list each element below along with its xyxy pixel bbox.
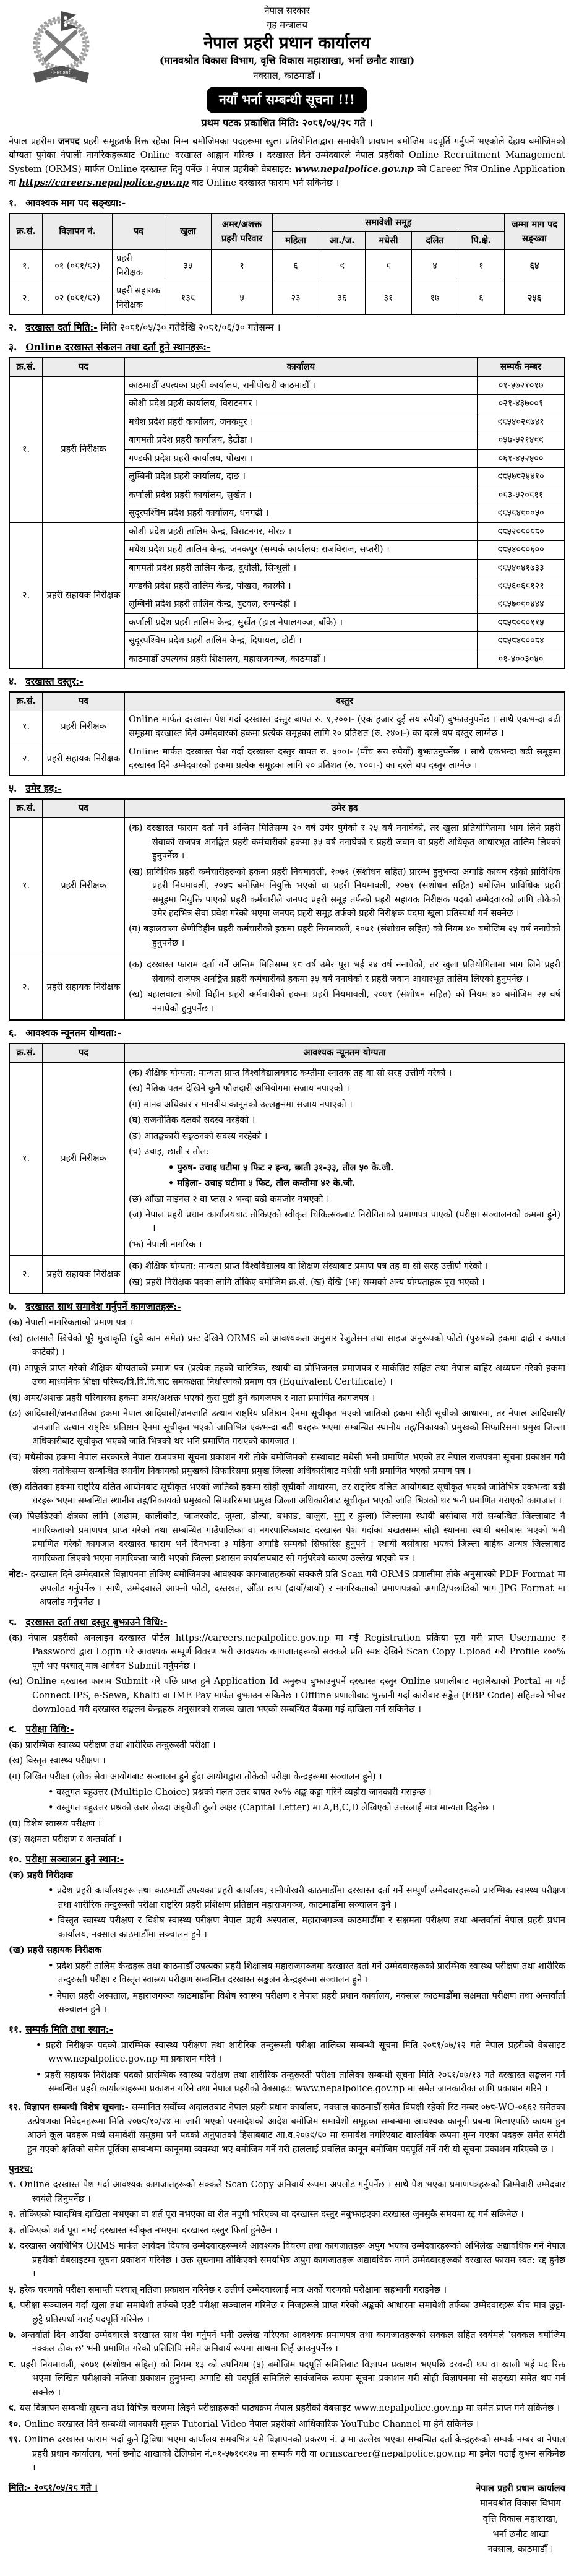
cell-office: सुदूरपश्चिम प्रदेश प्रहरी तालिम केन्द्र, दिपायल, डोटी । — [125, 632, 478, 650]
center-row — [9, 522, 565, 540]
col-backward-area: पि.क्षे. — [458, 232, 505, 250]
cell-sn: २. — [9, 743, 43, 775]
qual-item: (ख) प्रहरी निरीक्षक पदका लागि तोकिए बमोजिम क्र.सं. (ख) देखि (झ) सम्मको अन्य योग्यताहरू पूरा भएको । — [129, 1277, 485, 1287]
cell-age-items — [125, 954, 565, 1020]
contact-date-bullet: • प्रहरी निरीक्षक पदको प्रारम्भिक स्वास्थ्य परीक्षण तथा शारीरिक तन्दुरूस्ती परीक्षा तालिका सम्बन्धी सूचना मिति २०८१/०७/१२ गते नेपाल प्रहरीको वेबसाइट www.nepalpolice.gov.np मा प्रकाशन गरिने । — [36, 2040, 565, 2065]
cell-office: लुम्बिनी प्रदेश प्रहरी तालिम केन्द्र, बुटवल, रूपन्देही । — [125, 595, 478, 613]
contact-date-bullet: • प्रहरी सहायक निरीक्षक पदको प्रारम्भिक स्वास्थ्य परीक्षण तथा शारीरिक तन्दुरूस्ती परीक्षा तालिका सम्बन्धी सूचना मिति २०८१/०७/१३ गते दरखास्त सङ्कलन गर्ने सम्बन्धित प्रहरी कार्यालयहरूमा प्रकाशन गरिने तथा नेपाल प्रहरीको वेबसाइट: www.nepalpolice.gov.np मा समेत जानकारीका लागि प्रकाशन गरिने । — [36, 2070, 565, 2094]
ministry-name: गृह मन्त्रालय — [266, 19, 308, 31]
cell-female: २३ — [273, 282, 319, 314]
cell-post: प्रहरी सहायक निरीक्षक — [43, 1256, 125, 1294]
footer-date: मिति:- २०८१/०५/२८ गते । — [9, 2482, 98, 2493]
punashcha-item — [9, 2328, 565, 2356]
website-link[interactable]: www.nepalpolice.gov.np — [294, 163, 414, 175]
document-item: (छ) दलितका हकमा राष्ट्रिय दलित आयोगबाट सूचीकृत भएको जातिको हकमा सोही सूचीको आधारमा, तर राष्ट्रिय दलित आयोगबाट सूचीकृत भएको जातिभित्र एकभन्दा बढी थरहरू भएमा सम्बन्धित स्थानीय तह/निकायको प्रमुखको सिफारिसमा प्रमुख जिल्ला अधिकारीबाट सूचीकृत भएको जाति भित्रको थर भनी प्रमाणित गराएको कागजात । — [9, 1482, 565, 1506]
qual-item: (ख) नैतिक पतन देखिने कुनै फौजदारी अभियोगमा सजाय नपाएको । — [129, 1084, 349, 1094]
cell-office: सुदूरपश्चिम प्रदेश प्रहरी कार्यालय, धनगढी । — [125, 504, 478, 522]
cell-post: प्रहरी सहायक निरीक्षक — [43, 954, 125, 1020]
punashcha-item-number: २. — [9, 2209, 20, 2220]
col-qualification: आवश्यक न्यूनतम योग्यता — [125, 1044, 565, 1062]
punashcha-item — [9, 2358, 565, 2400]
demand-row — [9, 282, 565, 314]
cell-age-items — [125, 818, 565, 954]
cell-phone: ०६१-४५२५०० — [478, 449, 565, 467]
punashcha-item-text: Online दरखास्त फाराम भर्दा कुनै द्विविधा भएमा कार्यालय समयभित्र यसै विज्ञापनको प्रकरण नं. ३ मा उल्लेख भएका सम्बन्धित दर्ता केन्द्रहरूको सम्पर्क नम्बर वा नेपाल प्रहरी प्रधान कार्यालय, भर्ना छनौट शाखाको टेलिफोन नं.०१-५७१९९२७ मा सम्पर्क गरी वा ormscareer@nepalpolice.gov.np मा इमेल पठाई बुझ्न सकिनेछ । — [24, 2435, 565, 2473]
cell-post: प्रहरी निरीक्षक — [43, 818, 125, 954]
cell-office: गण्डकी प्रदेश प्रहरी कार्यालय, पोखरा । — [125, 449, 478, 467]
documents-note: नोट:- दरखास्त दिने उम्मेदवारले विज्ञापनमा तोकिए बमोजिमका आवश्यक कागजातहरूको सक्कलै प्रति Scan गरी ORMS प्रणालीमा तोके अनुसारको PDF Format मा अपलोड गर्नुपर्नेछ । साथै, उम्मेदवारले आफ्नो फोटो, दस्तखत, औँठा छाप (दायाँ/बायाँ) र नागरिकताको प्रमाणपत्रको अगाडि/पछाडिको भाग JPG Format मा अपलोड गर्नुपर्नेछ । — [9, 1569, 565, 1608]
qual-item: (क) शैक्षिक योग्यता: मान्यता प्राप्त विश्वविद्यालयबाट कम्तीमा स्नातक तह वा सो सरह उत्तीर्ण गरेको । — [129, 1068, 452, 1078]
cell-family: १ — [212, 250, 273, 282]
col-dalit: दलित — [412, 232, 458, 250]
signature-line: नेपाल प्रहरी प्रधान कार्यालय — [476, 2483, 565, 2494]
col-total: जम्मा माग पद सङ्ख्या — [505, 214, 565, 250]
cell-sn: १. — [9, 818, 43, 954]
cell-phone: ९८५८४९००५० — [478, 504, 565, 522]
demand-row — [9, 250, 565, 282]
punashcha-item-text: अन्तर्वार्ता दिन आउँदा उम्मेदवारले दरखास्त साथ पेश गर्नुपर्ने भनी उल्लेख गरिएका आवश्यक प्रमाणपत्र तथा कागजातहरूको सक्कल सहित स्वयंमले 'सक्कल बमोजिम नक्कल ठीक छ' भनी प्रमाणित गरेको प्रतिलिपि समेत अनिवार्य रूपमा साथमा लिई आउनुपर्नेछ । — [20, 2330, 565, 2354]
cell-office: मधेश प्रदेश प्रहरी तालिम केन्द्र, जनकपुर (सम्पर्क कार्यालय: राजविराज, सप्तरी) । — [125, 541, 478, 559]
cell-madhesi: ८ — [366, 250, 412, 282]
cell-sn: १. — [9, 711, 43, 743]
svg-text:सत्य सेवा सुरक्षणम्: सत्य सेवा सुरक्षणम् — [46, 77, 76, 82]
svg-text:नेपाल प्रहरी: नेपाल प्रहरी — [51, 69, 72, 75]
janpad-bold: जनपद — [58, 136, 80, 147]
qual-item: (छ) आँखा माइनस २ वा प्लस २ भन्दा बढी कमजोर नभएको । — [129, 1194, 330, 1204]
cell-fee-text: Online मार्फत दरखास्त पेश गर्दा दरखास्त दस्तुर बापत रु. १,२००।- (एक हजार दुई सय रुपैयाँ) बुझाउनुपर्नेछ । साथै एकभन्दा बढी समूहमा दरखास्त दिने उम्मेदवारको हकमा प्रत्येक समूहका लागि २० प्रतिशत (रु. २४०।-) का दरले थप दस्तुर लाग्नेछ । — [125, 711, 565, 743]
col-female: महिला — [273, 232, 319, 250]
cell-office: कोशी प्रदेश प्रहरी तालिम केन्द्र, विराटनगर, मोरङ । — [125, 522, 478, 540]
col-ad-no: विज्ञापन नं. — [43, 214, 113, 250]
cell-phone: ०८३-५२०८११ — [478, 486, 565, 504]
punashcha-item-number: ९. — [9, 2403, 20, 2414]
cell-post: प्रहरी सहायक निरीक्षक — [43, 743, 125, 775]
cell-office: कर्णाली प्रदेश प्रहरी कार्यालय, सुर्खेत । — [125, 486, 478, 504]
contact-date-list — [9, 2039, 565, 2096]
punashcha-item-number: ७. — [9, 2330, 21, 2341]
document-item: (च) मधेसीका हकमा नेपाल सरकारले नेपाल राजपत्रमा सूचना प्रकाशन गरी तोके बमोजिमको संस्थाबाट मधेसी भनी प्रमाणित भएको तर नेपाल राजपत्रमा सूचना प्रकाशन गरी संस्था नतोकेसम्म सम्बन्धित स्थानीय निकायको प्रमुखको सिफारिसमा प्रमुख जिल्ला अधिकारीबाट मधेसी भनी प्रमाणित भएको प्रमाण पत्र । — [9, 1452, 565, 1477]
punashcha-item — [9, 2178, 565, 2206]
signature-line: भर्ना छनौट शाखा — [492, 2529, 549, 2539]
col-age-limit: उमेर हद — [125, 799, 565, 818]
punashcha-item — [9, 2433, 565, 2474]
cell-phone: ९८५४०९०६०० — [478, 541, 565, 559]
section-8-heading: ८. दरखास्त दर्ता तथा दस्तुर बुझाउने विधि:- — [9, 1615, 168, 1628]
punashcha-item — [9, 2283, 565, 2297]
cell-office: कर्णाली प्रदेश प्रहरी तालिम केन्द्र, सुर्खेत (हाल नेपालगञ्ज, बाँके) । — [125, 613, 478, 631]
cell-phone: ९८५२०९०९८० — [478, 522, 565, 540]
cell-open: ३५ — [165, 250, 212, 282]
document-item: (ज) पिछडिएको क्षेत्रका लागि (अछाम, कालीकोट, जाजरकोट, जुम्ला, डोल्पा, बझाङ, बाजुरा, मुगु र हुम्ला) जिल्लामा स्थायी बसोबास गरी सम्बन्धित जिल्लाबाट नै नागरिकताको प्रमाणपत्र प्राप्त गरेको तथा सम्बन्धित गाउँपालिका वा नगरपालिकाबाट दरखास्त पेश गर्दाका बखतसम्म सोही स्थानमा स्थायी बसोबास भएको भनी प्रमाणित गरेको कागजात दरखास्त फाराम भर्ने दिनभन्दा ३ महिना अगाडि सम्मको सिफारिस हुनुपर्ने । स्थायी बसोबास भएको जिल्ला बाहेक अन्यत्र जिल्लाबाट नागरिकता लिएको भएमा नागरिकता जारी भएको जिल्ला प्रशासन कार्यालयबाट सो गर्नुपरेको कारण उल्लेख भएको पत्र । — [9, 1511, 565, 1563]
cell-post: प्रहरी निरीक्षक — [113, 250, 165, 282]
age-item: (क) दरखास्त फाराम दर्ता गर्ने अन्तिम मितिसम्म १८ वर्ष उमेर पूरा भई २४ वर्ष ननाघेको, तर खुला प्रतियोगितामा भाग लिने प्रहरी सेवाको राजपत्र अनङ्कित प्रहरी कर्मचारीको हकमा ३५ वर्ष ननाघेको र प्रहरी जवान आधारभूत तालिम लिएको हुनुपर्नेछ । — [129, 960, 560, 984]
col-fee: दस्तुर — [125, 692, 565, 711]
government-name: नेपाल सरकार — [264, 5, 310, 16]
punashcha-item — [9, 2224, 565, 2237]
exam-location-bullet: • प्रदेश प्रहरी तालिम केन्द्रहरू तथा काठमाडौँ उपत्यका प्रहरी शिक्षालय महाराजगञ्जमा दरखास्त दर्ता गर्ने उम्मेदवारहरूको प्रारम्भिक स्वास्थ्य परीक्षण तथा शारीरिक तन्दुरुस्ती परीक्षा र विस्तृत स्वास्थ्य परीक्षण सम्बन्धित दरखास्त सङ्कलन केन्द्रहरूमा सञ्चालन हुने । — [48, 1961, 565, 1986]
intro-paragraph: नेपाल प्रहरीमा जनपद प्रहरी समूहतर्फ रिक्त रहेका निम्न बमोजिमका पदहरूमा खुला प्रतियोगिताद्वारा समावेशी प्रावधान बमोजिम पदपूर्ति गर्नुपर्ने भएकोले देहाय बमोजिमको योग्यता पुगेका नेपाली नागरिकहरूबाट Online दरखास्त आह्वान गरिन्छ । दरखास्त दिने उम्मेदवारले नेपाल प्रहरीको Online Recruitment Management System (ORMS) मार्फत Online दरखास्त दिनु पर्नेछ । नेपाल प्रहरीको वेबसाइट: www.nepalpolice.gov.np को Career भित्र Online Application वा https://careers.nepalpolice.gov.np बाट Online दरखास्त फाराम भर्न सकिनेछ । — [9, 136, 565, 189]
cell-qual-items — [125, 1256, 565, 1294]
punashcha-list — [9, 2178, 565, 2474]
cell-office: कोशी प्रदेश प्रहरी कार्यालय, विराटनगर । — [125, 395, 478, 413]
qual-item: (झ) नेपाली नागरिक । — [129, 1239, 202, 1250]
col-office: कार्यालय — [125, 358, 478, 376]
document-footer — [9, 2481, 565, 2557]
method-item: (ख) Online दरखास्त फाराम Submit गरे पछि प्राप्त हुने Application Id अनुरूप बुझाउनुपर्ने दरखास्त दस्तुर Online प्रणालीबाट महालेखाको Portal मा गई Connect IPS, e-Sewa, Khalti वा IME Pay मार्फत बुझाउन सकिनेछ । Offline प्रणालीबाट भुक्तानी गर्दा कारोबार सङ्केत (EBP Code) सहितको भौचर download गरी दरखास्त सङ्कलन केन्द्रहरू अनुसारको राजस्व खाता भएको सम्बन्धित बैंकमा गई दाखिला गर्न सकिनेछ । — [9, 1677, 565, 1715]
punashcha-item-text: दरखास्त अवधिभित्र ORMS मार्फत आवेदन दिएका उम्मेदवारहरूमध्ये आवश्यक विवरण तथा कागजातहरू अपुग भएका उम्मेदवारहरूको अभिलेख अद्यावधिक गर्न नेपाल प्रहरीको वेबसाइटमा सूचना प्रकाशन गरिनेछ । उक्त सूचनामा तोकिएको समयभित्र अपुग कागजातहरू अद्यावधिक नगर्ने उम्मेदवारहरूको दरखास्त फाराम स्वत: रद्द हुनेछ । — [20, 2241, 565, 2280]
punashcha-item-number: १. — [9, 2179, 20, 2190]
age-limit-table — [9, 798, 565, 1021]
cell-sn: १. — [9, 250, 43, 282]
age-item: (क) दरखास्त फाराम दर्ता गर्ने अन्तिम मितिसम्म २० वर्ष उमेर पुगेको र २५ वर्ष ननाघेको, तर खुला प्रतियोगितामा भाग लिने प्रहरी सेवाको राजपत्र अनङ्कित प्रहरी कर्मचारीको हकमा ३५ वर्ष ननाघेको र प्रहरी जवान वा प्रहरी अधिकृत आधारभूत तालिम लिएको हुनुपर्नेछ । — [129, 823, 560, 862]
cell-post: प्रहरी सहायक निरीक्षक — [113, 282, 165, 314]
office-title: नेपाल प्रहरी प्रधान कार्यालय — [203, 33, 371, 53]
age-item: (ग) बहालवाला श्रेणीविहीन प्रहरी कर्मचारीको हकमा प्रहरी नियमावली, २०७१ (संशोधन सहित) को नियम ४० बमोजिम २५ वर्ष ननाघेको हुनुपर्नेछ । — [129, 924, 560, 948]
cell-total: ६४ — [505, 250, 565, 282]
center-row — [9, 376, 565, 394]
exam-method-item: (क) प्रारम्भिक स्वास्थ्य परीक्षण तथा शारीरिक तन्दुरूस्ती परीक्षा । — [9, 1740, 216, 1750]
col-sn: क्र.सं. — [9, 214, 43, 250]
cell-post: प्रहरी सहायक निरीक्षक — [43, 522, 125, 668]
punashcha-item-text: Online दरखास्त दिने सम्बन्धी जानकारी मूलक Tutorial Video नेपाल प्रहरीको आधिकारिक YouTube Channel मा हेर्न सकिनेछ । — [24, 2419, 479, 2429]
cell-dalit: १७ — [412, 282, 458, 314]
cell-pichhe: १ — [458, 250, 505, 282]
exam-location-post: (ख) प्रहरी सहायक निरीक्षक — [9, 1945, 102, 1956]
cell-sn: २. — [9, 522, 43, 668]
qual-row — [9, 1062, 565, 1256]
cell-fee-text: Online मार्फत दरखास्त पेश गर्दा दरखास्त दस्तुर बापत रु. ५००।- (पाँच सय रुपैयाँ) बुझाउनुपर्नेछ । साथै एकभन्दा बढी समूहमा दरखास्त दिने उम्मेदवारको हकमा प्रत्येक समूहका लागि २० प्रतिशत (रु. १००।-) का दरले थप दस्तुर लाग्नेछ । — [125, 743, 565, 775]
punashcha-item-text: परीक्षा सञ्चालन गर्दा खुला तथा समावेशी तर्फको एउटै परीक्षा सञ्चालन गरिनेछ र निजहरूले प्राप्त गरेको अङ्कको आधारमा समावेशी तर्फका उम्मेदवारहरू बीच मात्र छुट्टा-छुट्टै प्रतिस्पर्धा गराई पदपूर्ति गरिनेछ । — [20, 2301, 565, 2325]
cell-phone: ०२१-४३७००१ — [478, 395, 565, 413]
fee-row — [9, 743, 565, 775]
qual-item: (क) शैक्षिक योग्यता: मान्यता प्राप्त विश्वविद्यालय वा शिक्षण संस्थाबाट प्रमाण पत्र तह वा सो सरह उत्तीर्ण गरेको । — [129, 1261, 489, 1272]
age-item: (ख) बहालवाला श्रेणी विहीन प्रहरी कर्मचारीको हकमा प्रहरी नियमावली, २०७१ (संशोधन सहित) को नियम ४० बमोजिम २५ वर्ष ननाघेको हुनुपर्नेछ । — [129, 990, 560, 1014]
cell-phone: ९८५८४९००८४ — [478, 632, 565, 650]
signature-line: वृत्ति विकास महाशाखा, — [482, 2513, 559, 2524]
cell-office: मधेश प्रदेश प्रहरी कार्यालय, जनकपुर । — [125, 413, 478, 431]
qual-item: (ग) मानव अधिकार र मानवीय कानूनको उल्लङ्घनमा सजाय नपाएको । — [129, 1099, 353, 1110]
col-sn: क्र.सं. — [9, 799, 43, 818]
punashcha-item-number: ८. — [9, 2359, 21, 2370]
punashcha-item — [9, 2401, 565, 2415]
section-1-heading: १. आवश्यक माग पद सङ्ख्या:- — [9, 196, 126, 209]
required-documents-list — [9, 1316, 565, 1565]
age-item: (ख) प्राविधिक प्रहरी कर्मचारीहरूको हकमा प्रहरी नियमावली, २०७१ (संशोधन सहित) प्रारम्भ हुनुभन्दा अगाडि कायम रहेको प्राविधिक प्रहरी नियमावली, २०५८ बमोजिम नियुक्ति भएको वा प्रहरी नियमावली, २०७१ (संशोधन सहित) बमोजिम प्राविधिक प्रहरी समूहमा नियुक्ति पाएको प्रहरी कर्मचारीले जनपद प्रहरी समूह तर्फको प्रहरी सहायक निरीक्षक पदको उम्मेदवारको लागि तोकेको उमेर हदभित्र सेवा प्रवेश गरेको भएमा जनपद प्रहरी समूह तर्फको प्रहरी निरीक्षक पदमा खुला प्रतिस्पर्धा गर्न सक्नेछ । — [129, 867, 560, 918]
exam-method-sub-bullet: • वस्तुगत बहुउत्तर प्रश्नको उत्तर लेख्दा अङ्ग्रेजी ठूलो अक्षर (Capital Letter) मा A,B,C,D लेखिएको उत्तरलाई मात्र मान्यता दिइनेछ । — [48, 1803, 495, 1813]
col-sn: क्र.सं. — [9, 692, 43, 711]
col-adivasi-janajati: आ./ज. — [319, 232, 366, 250]
punashcha-item-number: ५. — [9, 2284, 20, 2295]
cell-office: बागमती प्रदेश प्रहरी तालिम केन्द्र, दुधौली, सिन्धुली । — [125, 559, 478, 577]
punashcha-item-number: ३. — [9, 2224, 20, 2236]
published-date-line: प्रथम पटक प्रकाशित मिति: २०८१/०५/२८ गते । — [201, 116, 373, 129]
col-police-family: अमर/अशक्त प्रहरी परिवार — [212, 214, 273, 250]
cell-sn: २. — [9, 1256, 43, 1294]
careers-portal-link[interactable]: https://careers.nepalpolice.gov.np — [19, 178, 189, 189]
qualification-table — [9, 1043, 565, 1294]
col-sn: क्र.सं. — [9, 358, 43, 376]
cell-post: प्रहरी निरीक्षक — [43, 1062, 125, 1256]
punashcha-item-number: ६. — [9, 2300, 20, 2311]
cell-office: काठमाडौँ उपत्यका प्रहरी कार्यालय, रानीपोखरी काठमाडौँ । — [125, 376, 478, 394]
punashcha-item-text: Online दरखास्त पेश गर्दा आवश्यक कागजातहरूको सक्कलै Scan Copy अनिवार्य रूपमा अपलोड गर्नुपर्नेछ । साथै पेश भएका प्रमाणपत्रहरूको जिम्मेवारी उम्मेदवार स्वयंले लिनुपर्नेछ । — [20, 2180, 565, 2204]
cell-sn: १. — [9, 1062, 43, 1256]
punashcha-item-number: ४. — [9, 2241, 20, 2252]
cell-office: गण्डकी प्रदेश प्रहरी तालिम केन्द्र, पोखरा, कास्की । — [125, 577, 478, 595]
exam-method-item: (घ) विशेष स्वास्थ्य परीक्षण । — [9, 1818, 101, 1829]
document-item: (ख) हालसालै खिचेको पूरै मुखाकृति (दुवै कान समेत) प्रस्ट देखिने ORMS को आवश्यकता अनुसार रेजुलेसन तथा साइज अनुरूपको फोटो (पुरुषको हकमा दाह्री र कपाल काटेको) । — [9, 1333, 565, 1358]
exam-method-item: (ख) विस्तृत स्वास्थ्य परीक्षण । — [9, 1756, 106, 1766]
cell-qual-items — [125, 1062, 565, 1256]
cell-office: लुम्बिनी प्रदेश प्रहरी कार्यालय, दाङ । — [125, 468, 478, 486]
col-post: पद — [43, 1044, 125, 1062]
cell-family: ५ — [212, 282, 273, 314]
section-9-heading: ९. परीक्षा विधि:- — [9, 1722, 74, 1735]
col-post: पद — [43, 358, 125, 376]
cell-ad: ०१ (०८१/८२) — [43, 250, 113, 282]
cell-aj: ३६ — [319, 282, 366, 314]
exam-locations-list — [9, 1869, 565, 2017]
cell-phone: ९८५८०९०११५ — [478, 613, 565, 631]
cell-phone: ९८५७८२५४१० — [478, 468, 565, 486]
document-item: (घ) अमर/अशक्त प्रहरी परिवारका हकमा अमर/अशक्त भएको कुरा पुष्टी हुने कागजपत्र र नाता प्रमाणित कागजपत्र । — [9, 1393, 375, 1403]
section-7-heading: ७. दरखास्त साथ समावेश गर्नुपर्ने कागजातहरू:- — [9, 1300, 181, 1313]
notice-banner: नयाँ भर्ना सम्बन्धी सूचना !!! — [207, 87, 367, 113]
nepal-police-emblem-icon — [25, 6, 98, 94]
cell-pichhe: ६ — [458, 282, 505, 314]
exam-method-item: (ङ) सक्षमता परीक्षण र अन्तर्वार्ता । — [9, 1835, 122, 1845]
qual-row — [9, 1256, 565, 1294]
document-item: (ग) आफूले प्राप्त गरेको शैक्षिक योग्यताको प्रमाण पत्र (प्रत्येक तहको चारित्रिक, स्थायी वा प्रोभिजनल प्रमाणपत्र र मार्कसिट सहित तथा नेपाल बाहिर अध्ययन गरेको हकमा उच्च माध्यमिक शिक्षा परिषद/त्रि.वि.वि.बाट समकक्षता निर्धारणको प्रमाण पत्र (Equivalent Certificate) । — [9, 1363, 565, 1388]
office-address: नक्साल, काठमाडौँ । — [253, 70, 321, 82]
punashcha-item-text: प्रहरी नियमावली, २०७१ (संशोधन सहित) को नियम १३ को उपनियम (५) बमोजिम पदपूर्ति समितिबाट विज्ञापन प्रकाशन भएपछि दरबन्दी थप वा खाली भई पद रिक्त भएमा लिखित परीक्षाको नतिजा प्रकाशन हुनुभन्दा अगाडि सो पदपूर्ति समितिले सार्वजनिक रूपमा सूचना प्रकाशन गरी सोही विज्ञापनमा सो सङ्ख्या समेत थप गर्न सक्नेछ । — [20, 2359, 565, 2398]
section-6-heading: ६. आवश्यक न्यूनतम योग्यता:- — [9, 1027, 121, 1039]
exam-method-sub-bullet: • वस्तुगत बहुउत्तर (Multiple Choice) प्रश्नको गलत उत्तर बापत २०% अङ्क कट्टा गरिने व्यहोरा जानकारी गराइन्छ । — [48, 1787, 432, 1797]
collection-centers-table — [9, 357, 565, 669]
qual-sub-bullet: • पुरुष- उचाइ घटीमा ५ फिट २ इन्च, छाती ३१-३३, तौल ५० के.जी. — [168, 1162, 394, 1173]
age-row — [9, 818, 565, 954]
punashcha-item-number: ११. — [9, 2434, 25, 2445]
cell-office: बागमती प्रदेश प्रहरी कार्यालय, हेटौंडा । — [125, 431, 478, 449]
punashcha-heading: पुनश्च: — [9, 2163, 33, 2175]
cell-sn: २. — [9, 282, 43, 314]
signature-line: मानवश्रोत विकास विभाग — [480, 2499, 561, 2509]
signature-block — [476, 2481, 565, 2557]
cell-phone: ०१-४००३०४० — [478, 650, 565, 668]
section-4-heading: ४. दरखास्त दस्तुर:- — [9, 675, 84, 688]
cell-phone: ९८५४०४१७३३ — [478, 559, 565, 577]
punashcha-item-text: तोकिएको म्यादभित्र दाखिला नभएका वा शर्त पूरा नभएका वा रीत नपुगी भरिएका वा दरखास्त दस्तुर नबुझाइएका दरखास्त जुनसुकै समयमा रद्द गर्न सकिनेछ । — [19, 2210, 524, 2220]
cell-dalit: ४ — [412, 250, 458, 282]
section-11-heading: ११. सम्पर्क मिति तथा स्थान:- — [9, 2023, 114, 2035]
fees-table — [9, 691, 565, 776]
cell-office: काठमाडौँ उपत्यका प्रहरी शिक्षालय, महाराजगञ्ज, काठमाडौँ । — [125, 650, 478, 668]
exam-method-list — [9, 1739, 565, 1847]
cell-aj: ९ — [319, 250, 366, 282]
col-post: पद — [43, 799, 125, 818]
punashcha-item — [9, 2299, 565, 2327]
qual-item: (ङ) आतङ्ककारी सङ्गठनको सदस्य नरहेको । — [129, 1131, 268, 1141]
punashcha-item-text: तोकिएको शर्त पूरा नभई दरखास्त स्वीकृत नभएमा दरखास्त दस्तुर फिर्ता हुनेछैन । — [19, 2225, 278, 2236]
exam-location-post: (क) प्रहरी निरीक्षक — [9, 1869, 73, 1880]
col-inclusive-group: समावेशी समूह — [273, 214, 505, 232]
section-3-heading: ३. Online दरखास्त संकलन तथा दर्ता हुने स्थानहरू:- — [9, 341, 211, 353]
section-5-heading: ५. उमेर हद:- — [9, 782, 62, 794]
age-row — [9, 954, 565, 1020]
qual-sub-bullet: • महिला- उचाइ घटीमा ५ फिट, तौल कम्तीमा ४२ के.जी. — [168, 1178, 356, 1189]
registration-method-list — [9, 1632, 565, 1717]
punashcha-item — [9, 2208, 565, 2221]
cell-sn: २. — [9, 954, 43, 1020]
cell-phone: ९८५४०२९७४१ — [478, 413, 565, 431]
document-item: (क) नेपाली नागरिकताको प्रमाण पत्र । — [9, 1318, 132, 1328]
col-sn: क्र.सं. — [9, 1044, 43, 1062]
qual-item: (च) उचाइ, छाती र तौल: — [129, 1147, 210, 1157]
col-phone: सम्पर्क नम्बर — [478, 358, 565, 376]
demand-posts-table — [9, 213, 565, 316]
cell-phone: ९८५७०९०४४४ — [478, 595, 565, 613]
cell-female: ६ — [273, 250, 319, 282]
cell-ad: ०२ (०८१/८२) — [43, 282, 113, 314]
fee-row — [9, 711, 565, 743]
section-10-heading: १०. परीक्षा सञ्चालन हुने स्थान:- — [9, 1852, 124, 1865]
section-12-paragraph: १२. विज्ञापन सम्बन्धी विशेष सूचना:- सम्मानित सर्वोच्च अदालतबाट नेपाल प्रहरी प्रधान कार्यालय, नक्साल काठमाडौँ समेत विपक्षी रहेको रिट नम्बर ०७८-WO-०६६२ समेतका उत्प्रेषणका निवेदनहरूमा मिति २०७९/१०/२४ मा जारी भएको परमादेशको आदेश बमोजिम समावेशी समूहका सम्बन्धमा आवश्यक कानूनी प्रबन्ध मिलाएपछि कायम हुन आउने कूल पदहरू मध्ये समावेशी समूहमा पर्ने पदको अनुपातको हिसाबबाट आ.व.२०७९/८० मा समावेश नगरिएबाट वास्तविक रूपमा गुम्न गएका पदहरू समेत समेटी हुन गएको क्षतिको समेत पूर्तिका सम्बन्धमा कानूनमा व्यवस्था भए बमोजिम गर्ने गरी हाललाई प्रचलित कानून बमोजिम पदपूर्ति गर्ने गरी यो सूचना प्रकाशन गरिएको छ । — [9, 2102, 565, 2155]
section-2-heading: २. दरखास्त दर्ता मिति:- मिति २०८१/०५/३० गतेदेखि २०८१/०६/३० गतेसम्म । — [9, 321, 281, 334]
punashcha-item-text: हरेक चरणको परीक्षा समाप्ती पश्चात् नतिजा प्रकाशन गरिनेछ र उत्तीर्ण उम्मेदवारलाई मात्र अर्को चरणको परीक्षामा सहभागी गराइनेछ । — [19, 2284, 447, 2295]
cell-post: प्रहरी निरीक्षक — [43, 376, 125, 522]
col-post: पद — [113, 214, 165, 250]
signature-line: नक्साल, काठमाडौँ । — [487, 2544, 554, 2555]
exam-location-bullet: • विस्तृत स्वास्थ्य परीक्षण र विशेष स्वास्थ्य परीक्षण नेपाल प्रहरी अस्पताल, महाराजगञ्ज काठमाडौँमा र सक्षमता परीक्षण तथा अन्तर्वार्ता नेपाल प्रहरी प्रधान कार्यालय, नक्साल काठमाडौँमा सञ्चालन हुने । — [48, 1916, 565, 1940]
cell-phone: ०५७-५२१४९९ — [478, 431, 565, 449]
department-line: (मानवश्रोत विकास विभाग, वृत्ति विकास महाशाखा, भर्ना छनौट शाखा) — [159, 54, 415, 67]
qual-item: (ज) नेपाल प्रहरी प्रधान कार्यालयबाट तोकिएको स्वीकृत चिकित्सकबाट निरोगिताको प्रमाणपत्र पाएको (परीक्षा सञ्चालनको क्रममा हुने) । — [129, 1209, 560, 1234]
cell-sn: १. — [9, 376, 43, 522]
col-open: खुला — [165, 214, 212, 250]
punashcha-item — [9, 2239, 565, 2281]
cell-phone: ०१-५७२१०१७ — [478, 376, 565, 394]
exam-location-bullet: • प्रदेश प्रहरी कार्यालयहरू तथा काठमाडौँ उपत्यका प्रहरी कार्यालय, रानीपोखरी काठमाडौँमा दरखास्त दर्ता गर्ने सम्पूर्ण उम्मेदवारहरूको प्रारम्भिक स्वास्थ्य परीक्षण तथा शारीरिक तन्दुरूस्ती परीक्षा राष्ट्रिय प्रहरी प्रशिक्षण प्रतिष्ठान महाराजगञ्ज, काठमाडौँमा सञ्चालन हुने । — [48, 1886, 565, 1910]
method-item: (क) नेपाल प्रहरीको अनलाइन दरखास्त पोर्टल https://careers.nepalpolice.gov.np मा गई Registration प्रक्रिया पूरा गरी प्राप्त Username र Password द्वारा Login गरे आवश्यक सम्पूर्ण विवरण भरी आवश्यक कागजातहरूको सक्कलै प्रति स्पष्ट देखिने Scan Copy Upload गरी Profile १००% पूर्ण भए पश्चात् मात्र आवेदन Submit गर्नुपर्नेछ । — [9, 1633, 565, 1671]
cell-phone: ९८५६०६८१२१ — [478, 577, 565, 595]
exam-location-bullet: • नेपाल प्रहरी अस्पताल, महाराजगञ्ज काठमाडौँमा विशेष स्वास्थ्य परीक्षण र नेपाल प्रहरी प्रधान कार्यालय, नक्साल काठमाडौँमा सक्षमता परीक्षण तथा अन्तर्वार्ता सञ्चालन हुने । — [48, 1990, 565, 2015]
qual-item: (घ) राजनीतिक दलको सदस्य नरहेको । — [129, 1115, 255, 1126]
cell-open: १३८ — [165, 282, 212, 314]
cell-total: २५६ — [505, 282, 565, 314]
punashcha-item — [9, 2418, 565, 2431]
punashcha-item-text: यस विज्ञापन सम्बन्धी सूचना तथा विभिन्न चरणमा लिइने परीक्षाहरूको पाठ्यक्रम नेपाल प्रहरीको वेबसाइट www.nepalpolice.gov.np मा समेत प्राप्त गर्न सकिनेछ । — [19, 2403, 560, 2414]
document-header — [9, 4, 565, 83]
document-item: (ङ) आदिवासी/जनजातिका हकमा नेपाल आदिवासी/जनजाति उत्थान राष्ट्रिय प्रतिष्ठान ऐनमा सूचीकृत भएको जातिको हकमा सोही सूचीको आधारमा, तर नेपाल आदिवासी/जनजाति उत्थान राष्ट्रिय प्रतिष्ठान ऐनमा सूचीकृत भएको जातिभित्र एकभन्दा बढी थरहरू भएमा सम्बन्धित स्थानीय तह/निकायको प्रमुखको सिफारिसमा प्रमुख जिल्ला अधिकारीबाट सूचीकृत भएको जाति भित्रको थर भनि प्रमाणित गराएको कागजात । — [9, 1409, 565, 1447]
col-madhesi: मधेसी — [366, 232, 412, 250]
punashcha-item-number: १०. — [9, 2418, 25, 2429]
exam-method-item: (ग) लिखित परीक्षा (लोक सेवा आयोगबाट सञ्चालन हुने हुँदा आयोगद्वारा तोकेको परीक्षा केन्द्रहरूमा सञ्चालन हुने) । — [9, 1771, 382, 1782]
col-post: पद — [43, 692, 125, 711]
cell-madhesi: ३१ — [366, 282, 412, 314]
cell-post: प्रहरी निरीक्षक — [43, 711, 125, 743]
